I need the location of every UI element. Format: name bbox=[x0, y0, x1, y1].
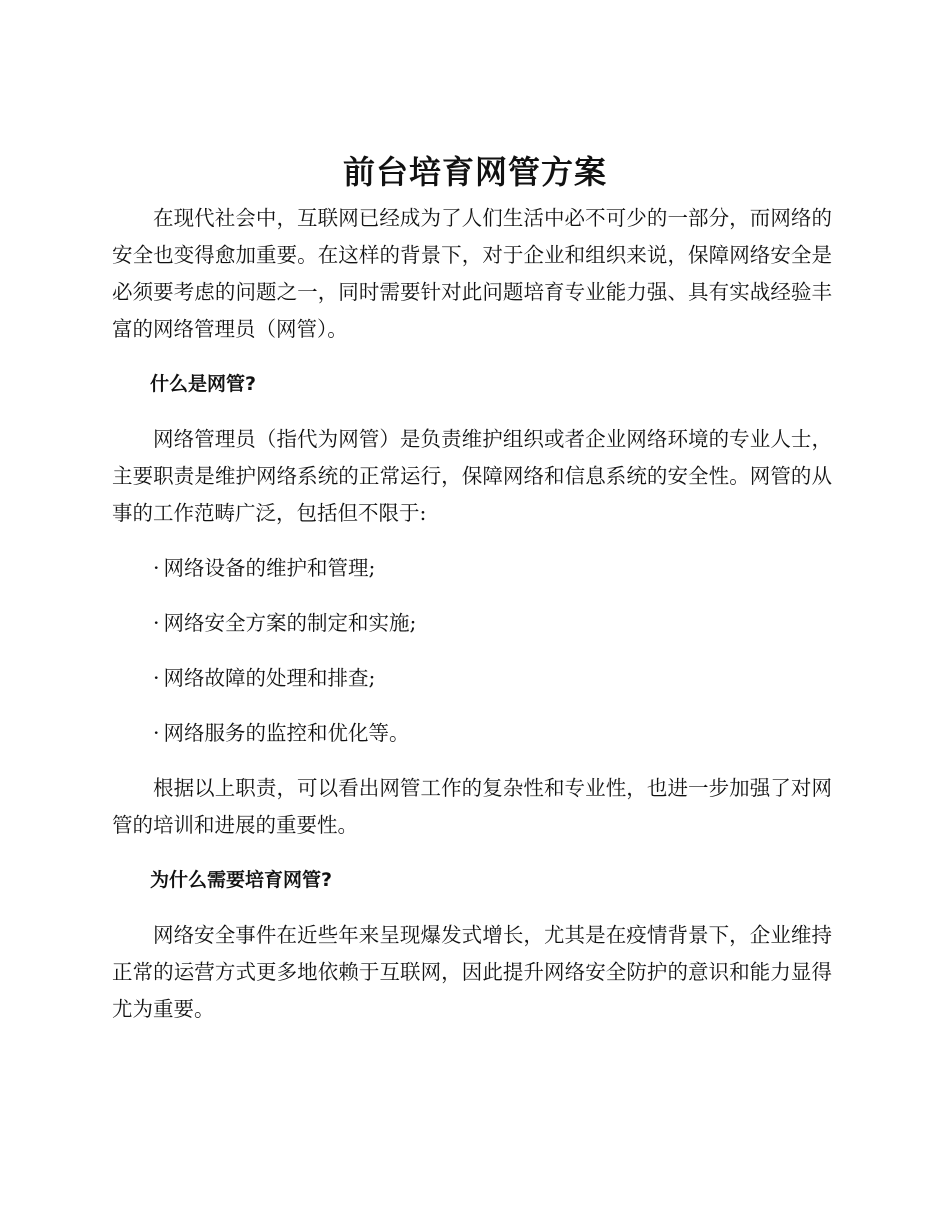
document-title: 前台培育网管方案 bbox=[342, 153, 607, 191]
why-train-paragraph: 网络安全事件在近些年来呈现爆发式增长，尤其是在疫情背景下，企业维持正常的运营方式更多地依赖于互联网，因此提升网络安全防护的意识和能力显得尤为重要。 bbox=[112, 923, 832, 1021]
list-item-text: 网络故障的处理和排查; bbox=[163, 666, 376, 690]
list-item bbox=[112, 550, 832, 587]
section-heading-what-is-admin: 什么是网管? bbox=[150, 373, 257, 395]
bullet-icon: · bbox=[153, 611, 160, 635]
list-item-text: 网络服务的监控和优化等。 bbox=[163, 721, 410, 745]
duties-conclusion-paragraph: 根据以上职责，可以看出网管工作的复杂性和专业性，也进一步加强了对网管的培训和进展的重要性。 bbox=[112, 776, 832, 837]
duties-list bbox=[112, 550, 832, 752]
bullet-icon: · bbox=[153, 721, 160, 745]
list-item bbox=[112, 660, 832, 697]
section-heading-why-train: 为什么需要培育网管? bbox=[150, 869, 333, 891]
list-item-text: 网络设备的维护和管理; bbox=[163, 556, 376, 580]
document-body bbox=[112, 200, 832, 1046]
admin-definition-paragraph: 网络管理员（指代为网管）是负责维护组织或者企业网络环境的专业人士，主要职责是维护网络系统的正常运行，保障网络和信息系统的安全性。网管的从事的工作范畴广泛，包括但不限于: bbox=[112, 427, 832, 525]
list-item bbox=[112, 715, 832, 752]
bullet-icon: · bbox=[153, 666, 160, 690]
list-item bbox=[112, 605, 832, 642]
intro-paragraph: 在现代社会中，互联网已经成为了人们生活中必不可少的一部分，而网络的安全也变得愈加重要。在这样的背景下，对于企业和组织来说，保障网络安全是必须要考虑的问题之一，同时需要针对此问题培育专业能力强、具有实战经验丰富的网络管理员（网管）。 bbox=[112, 206, 832, 341]
list-item-text: 网络安全方案的制定和实施; bbox=[163, 611, 417, 635]
bullet-icon: · bbox=[153, 556, 160, 580]
